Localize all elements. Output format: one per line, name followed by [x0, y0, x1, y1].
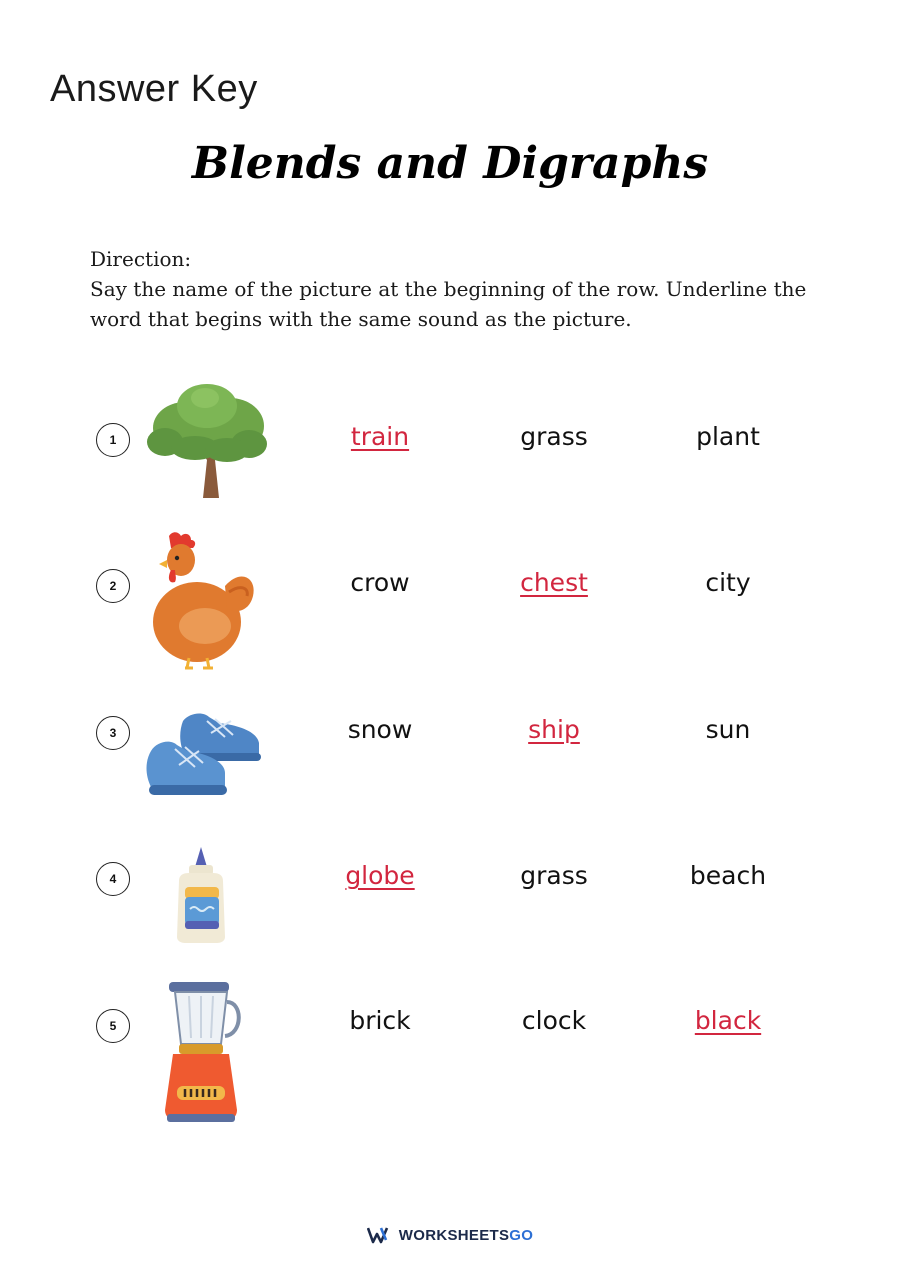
brand-name: WORKSHEETS — [398, 1226, 510, 1244]
row-number: 5 — [96, 1009, 130, 1043]
exercise-row-2 — [0, 530, 900, 650]
row-number: 4 — [96, 862, 130, 896]
word-option[interactable]: chest — [520, 568, 588, 597]
word-option[interactable]: beach — [689, 861, 767, 890]
shoes-icon — [145, 707, 265, 802]
word-option[interactable]: crow — [350, 568, 410, 597]
exercise-row-5 — [0, 978, 900, 1098]
word-option[interactable]: plant — [696, 422, 760, 451]
exercise-row-4 — [0, 845, 900, 965]
blender-icon — [145, 978, 245, 1124]
word-option[interactable]: sun — [705, 715, 751, 744]
tree-icon — [145, 380, 270, 498]
word-option[interactable]: grass — [520, 422, 588, 451]
direction-text: Say the name of the picture at the beginning of the row. Underline the word that begins with the same sound as the picture. — [90, 277, 807, 331]
row-number: 1 — [96, 423, 130, 457]
answer-key-label: Answer Key — [50, 68, 258, 110]
word-option[interactable]: clock — [521, 1006, 587, 1035]
direction-block — [90, 244, 850, 334]
worksheetsgo-logo-icon — [367, 1226, 393, 1244]
glue-icon — [145, 845, 235, 945]
word-option[interactable]: train — [350, 422, 410, 451]
word-option[interactable]: snow — [347, 715, 413, 744]
chicken-icon — [145, 530, 260, 670]
word-option[interactable]: brick — [349, 1006, 411, 1035]
exercise-row-1 — [0, 380, 900, 500]
page-title: Blends and Digraphs — [191, 138, 709, 189]
brand-go: GO — [509, 1226, 534, 1244]
word-option[interactable]: black — [694, 1006, 762, 1035]
exercise-row-3 — [0, 705, 900, 825]
row-number: 3 — [96, 716, 130, 750]
direction-label: Direction: — [90, 247, 192, 271]
word-option[interactable]: ship — [528, 715, 580, 744]
word-option[interactable]: city — [705, 568, 751, 597]
word-option[interactable]: grass — [520, 861, 588, 890]
row-number: 2 — [96, 569, 130, 603]
word-option[interactable]: globe — [345, 861, 415, 890]
brand-footer — [0, 1226, 900, 1244]
